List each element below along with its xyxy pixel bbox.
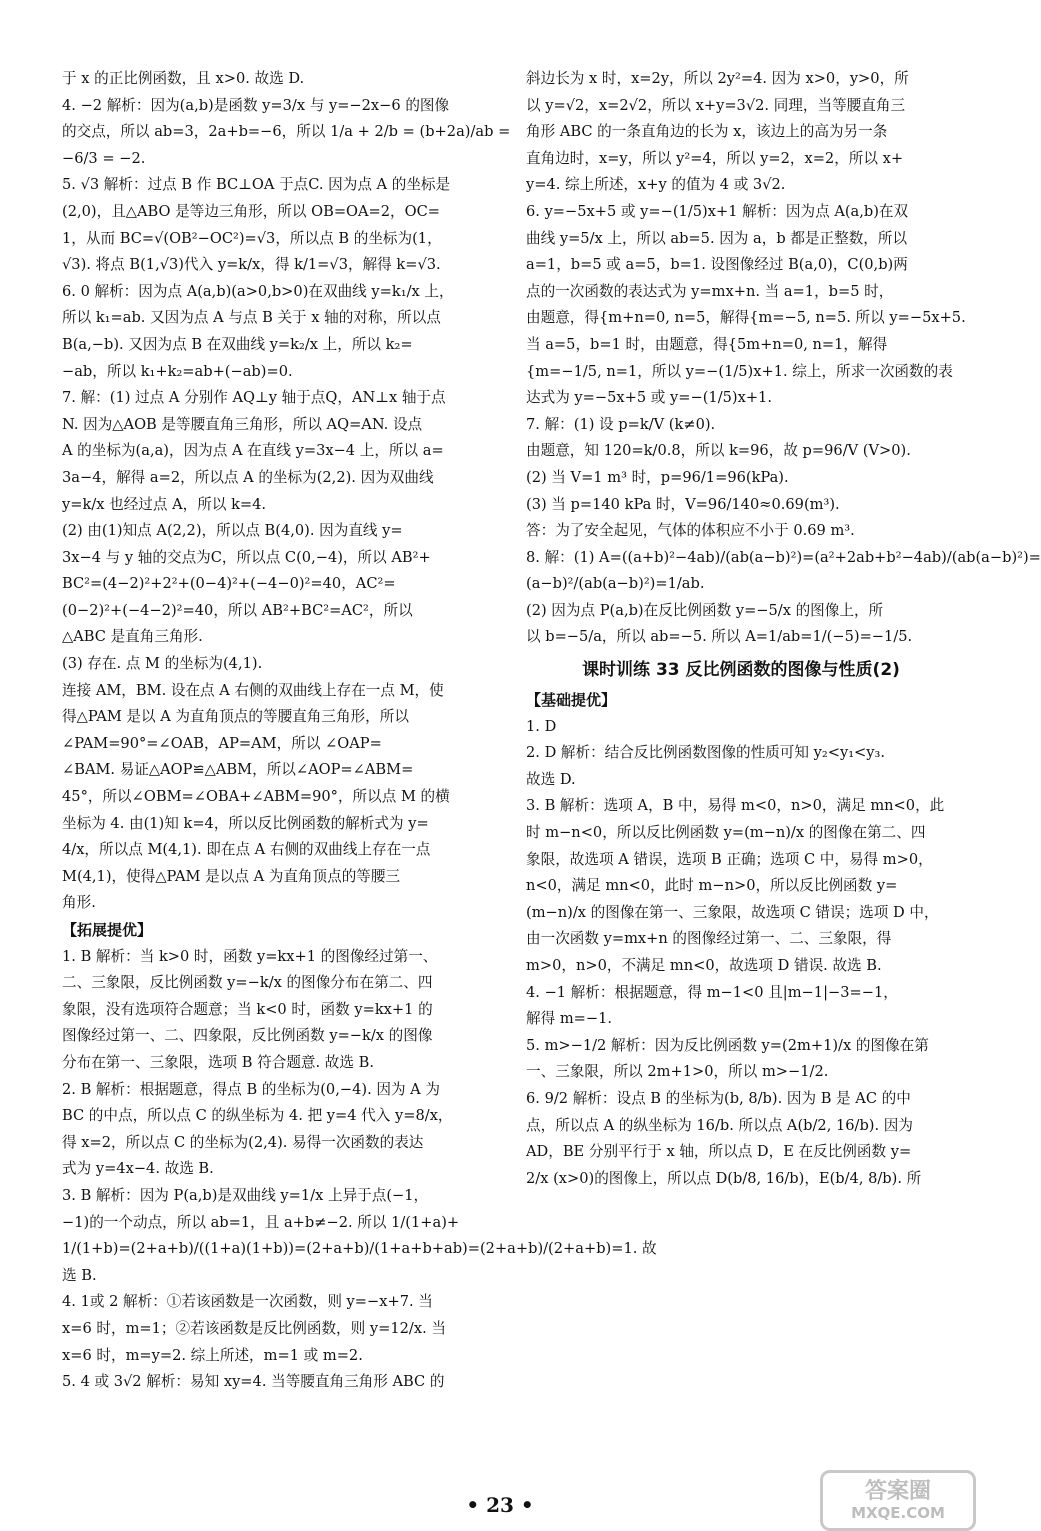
watermark-text: 答案圈 — [864, 1478, 931, 1504]
text-line: y=4. 综上所述，x+y 的值为 4 或 3√2. — [526, 176, 786, 194]
text-line: √3). 将点 B(1,√3)代入 y=k/x，得 k/1=√3，解得 k=√3. — [62, 256, 441, 274]
text-line: 当 a=5，b=1 时，由题意，得{5m+n=0, n=1，解得 — [526, 335, 888, 353]
text-line: x=6 时，m=y=2. 综上所述，m=1 或 m=2. — [62, 1346, 363, 1364]
section-heading: 【基础提优】 — [526, 691, 617, 710]
text-line: 1. D — [526, 717, 557, 735]
text-line: 4/x，所以点 M(4,1). 即在点 A 右侧的双曲线上存在一点 — [62, 841, 431, 859]
text-line: (0−2)²+(−4−2)²=40，所以 AB²+BC²=AC²，所以 — [62, 601, 413, 619]
text-line: ∠BAM. 易证△AOP≌△ABM，所以∠AOP=∠ABM= — [62, 761, 414, 779]
text-line: 故选 D. — [526, 770, 576, 788]
text-line: (2,0)，且△ABO 是等边三角形，所以 OB=OA=2，OC= — [62, 202, 441, 220]
text-line: 由题意，知 120=k/0.8，所以 k=96，故 p=96/V (V>0). — [526, 442, 911, 460]
text-line: B(a,−b). 又因为点 B 在双曲线 y=k₂/x 上，所以 k₂= — [62, 335, 413, 353]
text-line: BC 的中点，所以点 C 的纵坐标为 4. 把 y=4 代入 y=8/x， — [62, 1107, 453, 1125]
text-line: m>0，n>0，不满足 mn<0，故选项 D 错误. 故选 B. — [526, 957, 882, 974]
text-line: {m=−1/5, n=1，所以 y=−(1/5)x+1. 综上，所求一次函数的表 — [526, 362, 953, 380]
text-line: 5. 4 或 3√2 解析：易知 xy=4. 当等腰直角三角形 ABC 的 — [62, 1373, 445, 1391]
text-line: 3. B 解析：因为 P(a,b)是双曲线 y=1/x 上异于点(−1， — [62, 1186, 429, 1204]
section-heading: 【拓展提优】 — [62, 921, 153, 939]
text-line: 象限，没有选项符合题意；当 k<0 时，函数 y=kx+1 的 — [62, 1000, 433, 1018]
text-line: 由一次函数 y=mx+n 的图像经过第一、二、三象限，得 — [526, 930, 892, 948]
text-line: 二、三象限，反比例函数 y=−k/x 的图像分布在第二、四 — [62, 974, 433, 992]
text-line: 点的一次函数的表达式为 y=mx+n. 当 a=1，b=5 时， — [526, 282, 894, 300]
text-line: 8. 解：(1) A=((a+b)²−4ab)/(ab(a−b)²)=(a²+2ab+b²−4ab)/(ab(a−b)²)= — [526, 548, 1041, 566]
text-line: 所以 k₁=ab. 又因为点 A 与点 B 关于 x 轴的对称，所以点 — [62, 309, 441, 327]
text-line: 3x−4 与 y 轴的交点为C，所以点 C(0,−4)，所以 AB²+ — [62, 548, 431, 566]
text-line: −1)的一个动点，所以 ab=1，且 a+b≠−2. 所以 1/(1+a)+ — [62, 1213, 460, 1231]
text-line: 坐标为 4. 由(1)知 k=4，所以反比例函数的解析式为 y= — [62, 814, 429, 832]
text-line: 6. 9/2 解析：设点 B 的坐标为(b, 8/b). 因为 B 是 AC 的中 — [526, 1089, 911, 1107]
text-line: (2) 当 V=1 m³ 时，p=96/1=96(kPa). — [526, 468, 789, 486]
text-line: 分布在第一、三象限，选项 B 符合题意. 故选 B. — [62, 1053, 374, 1071]
text-line: 1/(1+b)=(2+a+b)/((1+a)(1+b))=(2+a+b)/(1+a+b+ab)=(2+a+b)/(2+a+b)=1. 故 — [62, 1240, 657, 1258]
text-line: (3) 当 p=140 kPa 时，V=96/140≈0.69(m³). — [526, 495, 840, 513]
text-line: 3. B 解析：选项 A，B 中，易得 m<0，n>0，满足 mn<0，此 — [526, 797, 945, 815]
text-line: a=1，b=5 或 a=5，b=1. 设图像经过 B(a,0)，C(0,b)两 — [526, 256, 908, 274]
text-line: 一、三象限，所以 2m+1>0，所以 m>−1/2. — [526, 1063, 829, 1081]
text-line: 5. √3 解析：过点 B 作 BC⊥OA 于点C. 因为点 A 的坐标是 — [62, 176, 451, 194]
text-line: 角形 ABC 的一条直角边的长为 x，该边上的高为另一条 — [526, 123, 888, 141]
text-line: 连接 AM，BM. 设在点 A 右侧的双曲线上存在一点 M，使 — [62, 681, 444, 699]
text-line: △ABC 是直角三角形. — [62, 628, 203, 646]
text-line: 7. 解：(1) 设 p=k/V (k≠0). — [526, 415, 716, 433]
text-line: 答：为了安全起见，气体的体积应不小于 0.69 m³. — [526, 522, 855, 540]
text-line: (3) 存在. 点 M 的坐标为(4,1). — [62, 655, 263, 673]
text-line: 时 m−n<0，所以反比例函数 y=(m−n)/x 的图像在第二、四 — [526, 824, 926, 842]
text-line: 式为 y=4x−4. 故选 B. — [62, 1160, 214, 1178]
text-line: 2. B 解析：根据题意，得点 B 的坐标为(0,−4). 因为 A 为 — [62, 1080, 440, 1098]
text-line: 5. m>−1/2 解析：因为反比例函数 y=(2m+1)/x 的图像在第 — [526, 1036, 929, 1054]
text-line: ∠PAM=90°=∠OAB，AP=AM，所以 ∠OAP= — [62, 734, 382, 752]
text-line: 达式为 y=−5x+5 或 y=−(1/5)x+1. — [526, 389, 772, 407]
text-line: 6. y=−5x+5 或 y=−(1/5)x+1 解析：因为点 A(a,b)在双 — [526, 202, 909, 220]
text-line: M(4,1)，使得△PAM 是以点 A 为直角顶点的等腰三 — [62, 867, 401, 885]
text-line: AD，BE 分别平行于 x 轴，所以点 D，E 在反比例函数 y= — [526, 1143, 912, 1161]
text-line: 6. 0 解析：因为点 A(a,b)(a>0,b>0)在双曲线 y=k₁/x 上， — [62, 282, 454, 300]
text-line: 图像经过第一、二、四象限，反比例函数 y=−k/x 的图像 — [62, 1027, 433, 1045]
text-line: x=6 时，m=1；②若该函数是反比例函数，则 y=12/x. 当 — [62, 1319, 446, 1337]
text-line: 45°，所以∠OBM=∠OBA+∠ABM=90°，所以点 M 的横 — [62, 788, 450, 806]
text-line: 1，从而 BC=√(OB²−OC²)=√3，所以点 B 的坐标为(1， — [62, 229, 442, 247]
text-line: 以 b=−5/a，所以 ab=−5. 所以 A=1/ab=1/(−5)=−1/5. — [526, 628, 913, 646]
text-line: 得 x=2，所以点 C 的坐标为(2,4). 易得一次函数的表达 — [62, 1133, 424, 1151]
text-line: −ab，所以 k₁+k₂=ab+(−ab)=0. — [62, 362, 293, 380]
text-line: 由题意，得{m+n=0, n=5，解得{m=−5, n=5. 所以 y=−5x+5. — [526, 309, 966, 327]
text-line: 4. 1或 2 解析：①若该函数是一次函数，则 y=−x+7. 当 — [62, 1293, 433, 1311]
text-line: 3a−4，解得 a=2，所以点 A 的坐标为(2,2). 因为双曲线 — [62, 468, 434, 486]
text-line: n<0，满足 mn<0，此时 m−n>0，所以反比例函数 y= — [526, 877, 898, 895]
text-line: (a−b)²/(ab(a−b)²)=1/ab. — [526, 575, 705, 593]
text-line: 解得 m=−1. — [526, 1010, 613, 1028]
text-line: 4. −2 解析：因为(a,b)是函数 y=3/x 与 y=−2x−6 的图像 — [62, 96, 450, 114]
text-line: 象限，故选项 A 错误，选项 B 正确；选项 C 中，易得 m>0， — [526, 850, 933, 868]
watermark-logo — [820, 1470, 976, 1531]
text-line: 2/x (x>0)的图像上，所以点 D(b/8, 16/b)，E(b/4, 8/b). 所 — [526, 1169, 922, 1187]
text-line: 于 x 的正比例函数，且 x>0. 故选 D. — [62, 70, 305, 87]
lesson-title: 课时训练 33 反比例函数的图像与性质(2) — [582, 660, 900, 681]
text-line: 得△PAM 是以 A 为直角顶点的等腰直角三角形，所以 — [62, 708, 409, 726]
text-line: 4. −1 解析：根据题意，得 m−1<0 且|m−1|−3=−1， — [526, 983, 898, 1001]
page-number: • 23 • — [466, 1493, 534, 1517]
text-line: 的交点，所以 ab=3，2a+b=−6，所以 1/a + 2/b = (b+2a)/ab = — [62, 123, 511, 141]
text-line: A 的坐标为(a,a)，因为点 A 在直线 y=3x−4 上，所以 a= — [62, 442, 444, 460]
text-line: 以 y=√2，x=2√2，所以 x+y=3√2. 同理，当等腰直角三 — [526, 96, 906, 114]
text-line: (2) 因为点 P(a,b)在反比例函数 y=−5/x 的图像上，所 — [526, 601, 884, 619]
text-line: 点，所以点 A 的纵坐标为 16/b. 所以点 A(b/2, 16/b). 因为 — [526, 1116, 913, 1134]
text-line: 直角边时，x=y，所以 y²=4，所以 y=2，x=2，所以 x+ — [526, 149, 904, 167]
text-line: N. 因为△AOB 是等腰直角三角形，所以 AQ=AN. 设点 — [62, 415, 423, 433]
text-line: 曲线 y=5/x 上，所以 ab=5. 因为 a，b 都是正整数，所以 — [526, 229, 908, 247]
text-line: 斜边长为 x 时，x=2y，所以 2y²=4. 因为 x>0，y>0，所 — [526, 70, 909, 87]
text-line: (m−n)/x 的图像在第一、三象限，故选项 C 错误；选项 D 中， — [526, 903, 939, 921]
text-line: y=k/x 也经过点 A，所以 k=4. — [62, 495, 267, 513]
right-column — [526, 66, 1041, 1192]
text-line: (2) 由(1)知点 A(2,2)，所以点 B(4,0). 因为直线 y= — [62, 522, 403, 540]
text-line: 角形. — [62, 894, 96, 912]
text-line: 选 B. — [62, 1266, 97, 1284]
text-line: 1. B 解析：当 k>0 时，函数 y=kx+1 的图像经过第一、 — [62, 947, 438, 965]
text-line: 7. 解：(1) 过点 A 分别作 AQ⊥y 轴于点Q，AN⊥x 轴于点 — [62, 389, 446, 407]
text-line: BC²=(4−2)²+2²+(0−4)²+(−4−0)²=40，AC²= — [62, 575, 396, 593]
watermark-url: MXQE.COM — [851, 1503, 945, 1522]
text-line: −6/3 = −2. — [62, 149, 146, 167]
text-line: 2. D 解析：结合反比例函数图像的性质可知 y₂<y₁<y₃. — [526, 744, 886, 762]
